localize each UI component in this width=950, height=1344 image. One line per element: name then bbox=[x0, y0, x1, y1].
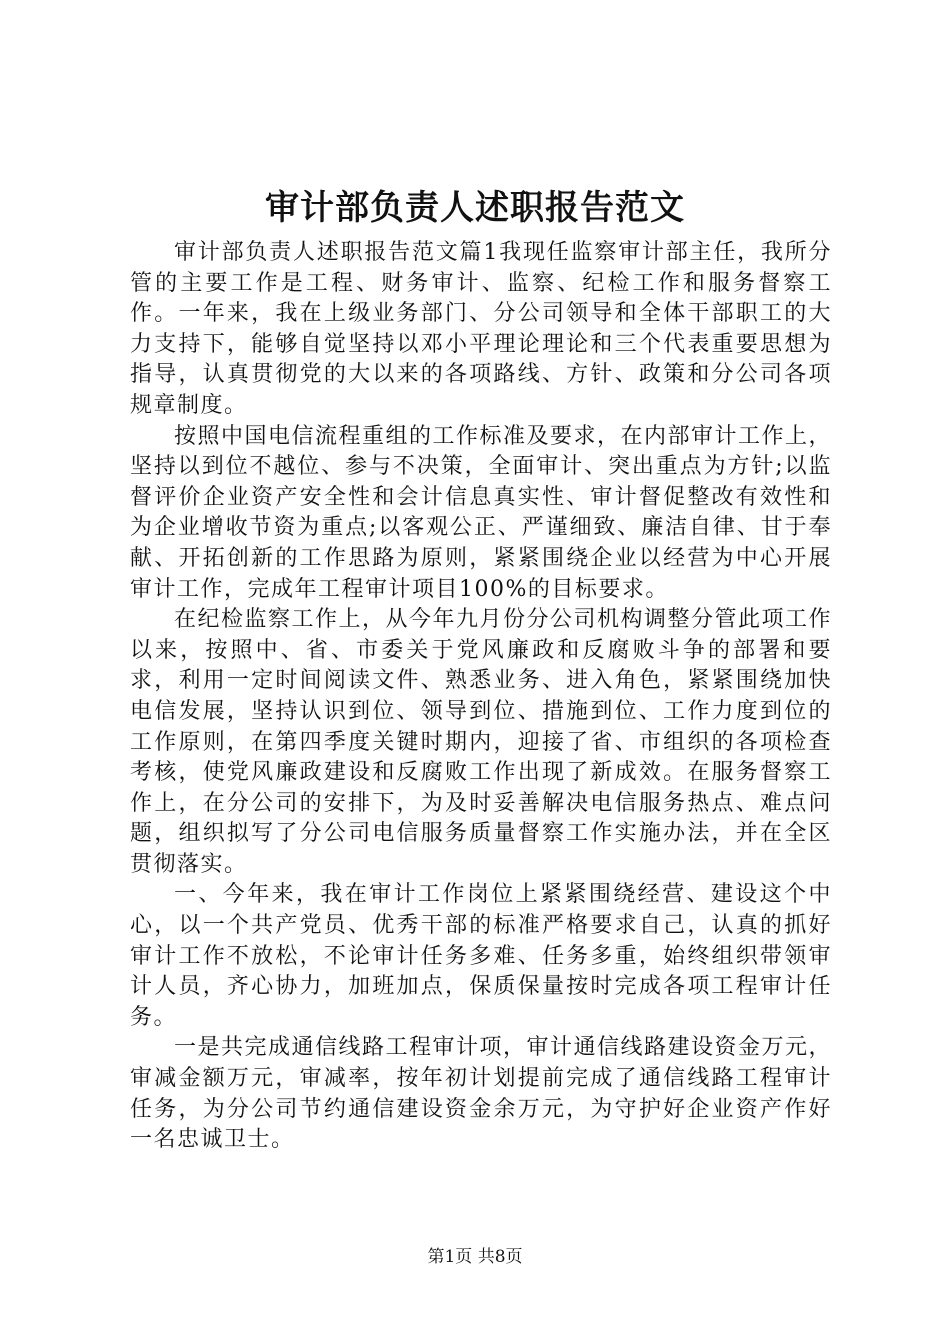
page-total: 共8页 bbox=[477, 1247, 523, 1267]
paragraph-4: 一、今年来，我在审计工作岗位上紧紧围绕经营、建设这个中心，以一个共产党员、优秀干部的标准严格要求自己，认真的抓好审计工作不放松，不论审计任务多难、任务多重，始终组织带领审计人员，齐心协力，加班加点，保质保量按时完成各项工程审计任务。 bbox=[130, 882, 832, 1030]
document-body bbox=[130, 238, 832, 1156]
page-footer bbox=[0, 1245, 950, 1269]
paragraph-3: 在纪检监察工作上，从今年九月份分公司机构调整分管此项工作以来，按照中、省、市委关于党风廉政和反腐败斗争的部署和要求，利用一定时间阅读文件、熟悉业务、进入角色，紧紧围绕加快电信发展，坚持认识到位、领导到位、措施到位、工作力度到位的工作原则，在第四季度关键时期内，迎接了省、市组织的各项检查考核，使党风廉政建设和反腐败工作出现了新成效。在服务督察工作上，在分公司的安排下，为及时妥善解决电信服务热点、难点问题，组织拟写了分公司电信服务质量督察工作实施办法，并在全区贯彻落实。 bbox=[130, 607, 833, 877]
paragraph-1: 审计部负责人述职报告范文篇1我现任监察审计部主任，我所分管的主要工作是工程、财务审计、监察、纪检工作和服务督察工作。一年来，我在上级业务部门、分公司领导和全体干部职工的大力支持下，能够自觉坚持以邓小平理论理论和三个代表重要思想为指导，认真贯彻党的大以来的各项路线、方针、政策和分公司各项规章制度。 bbox=[130, 240, 832, 418]
document-title: 审计部负责人述职报告范文 bbox=[265, 188, 685, 228]
paragraph-2: 按照中国电信流程重组的工作标准及要求，在内部审计工作上，坚持以到位不越位、参与不决策，全面审计、突出重点为方针;以监督评价企业资产安全性和会计信息真实性、审计督促整改有效性和为企业增收节资为重点;以客观公正、严谨细致、廉洁自律、甘于奉献、开拓创新的工作思路为原则，紧紧围绕企业以经营为中心开展审计工作，完成年工程审计项目100%的目标要求。 bbox=[130, 423, 833, 602]
page-number: 第1页 bbox=[427, 1247, 473, 1267]
paragraph-5: 一是共完成通信线路工程审计项，审计通信线路建设资金万元，审减金额万元，审减率，按年初计划提前完成了通信线路工程审计任务，为分公司节约通信建设资金余万元，为守护好企业资产作好一名忠诚卫士。 bbox=[130, 1035, 833, 1153]
